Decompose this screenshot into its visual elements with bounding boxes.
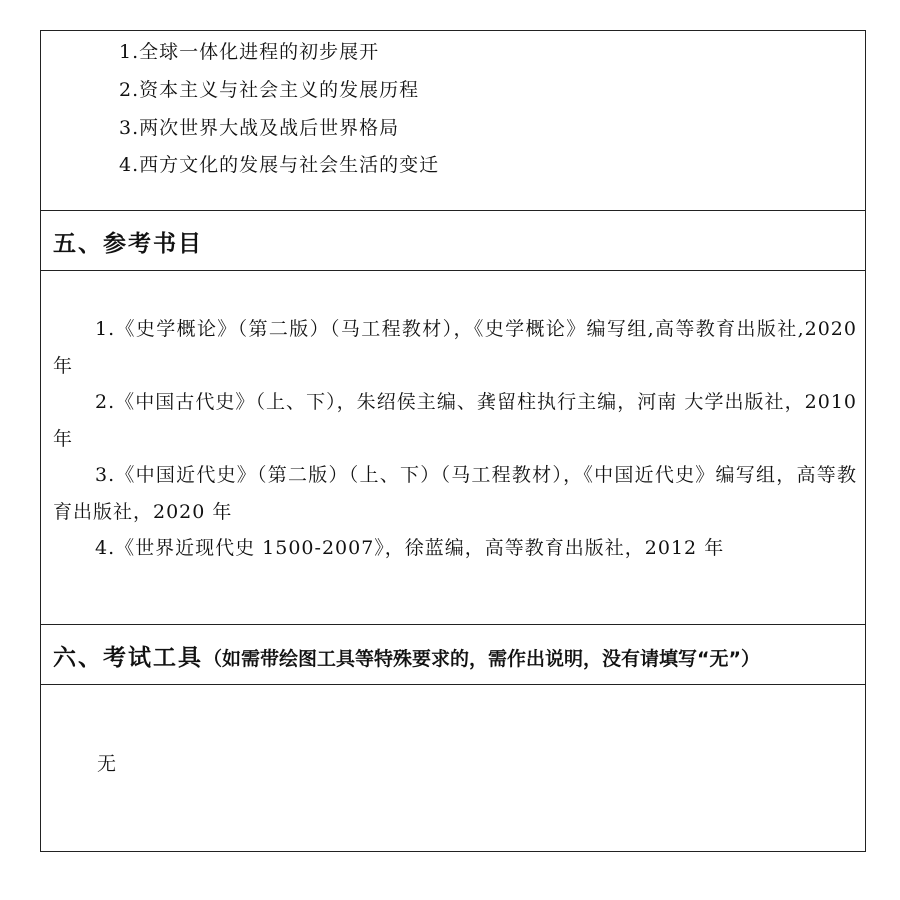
tools-value: 无 [97, 753, 117, 775]
section6-heading-row [41, 625, 865, 685]
topic-item: 2.资本主义与社会主义的发展历程 [119, 79, 420, 101]
section6-note: （如需带绘图工具等特殊要求的，需作出说明，没有请填写“无”） [203, 648, 760, 670]
reference-item: 4.《世界近现代史 1500-2007》，徐蓝编，高等教育出版社，2012 年 [95, 537, 725, 559]
tools-row [41, 685, 865, 851]
topic-item: 1.全球一体化进程的初步展开 [119, 41, 380, 63]
document-table [40, 30, 866, 852]
topic-item: 4.西方文化的发展与社会生活的变迁 [119, 154, 440, 176]
section6-heading: 六、考试工具 [53, 645, 203, 671]
references-row [41, 271, 865, 625]
section5-heading: 五、参考书目 [53, 231, 203, 257]
topic-item: 3.两次世界大战及战后世界格局 [119, 117, 400, 139]
section5-heading-row [41, 211, 865, 271]
topics-row [41, 31, 865, 211]
section6-heading-wrap [53, 639, 760, 672]
reference-item: 3.《中国近代史》（第二版）（上、下）（马工程教材），《中国近代史》编写组，高等教育出版社，2020 年 [53, 464, 857, 523]
reference-item: 2.《中国古代史》（上、下），朱绍侯主编、龚留柱执行主编，河南 大学出版社，2010 年 [53, 391, 857, 450]
reference-item: 1.《史学概论》（第二版）（马工程教材），《史学概论》编写组,高等教育出版社,2020 年 [53, 318, 857, 377]
references-list [53, 311, 857, 567]
